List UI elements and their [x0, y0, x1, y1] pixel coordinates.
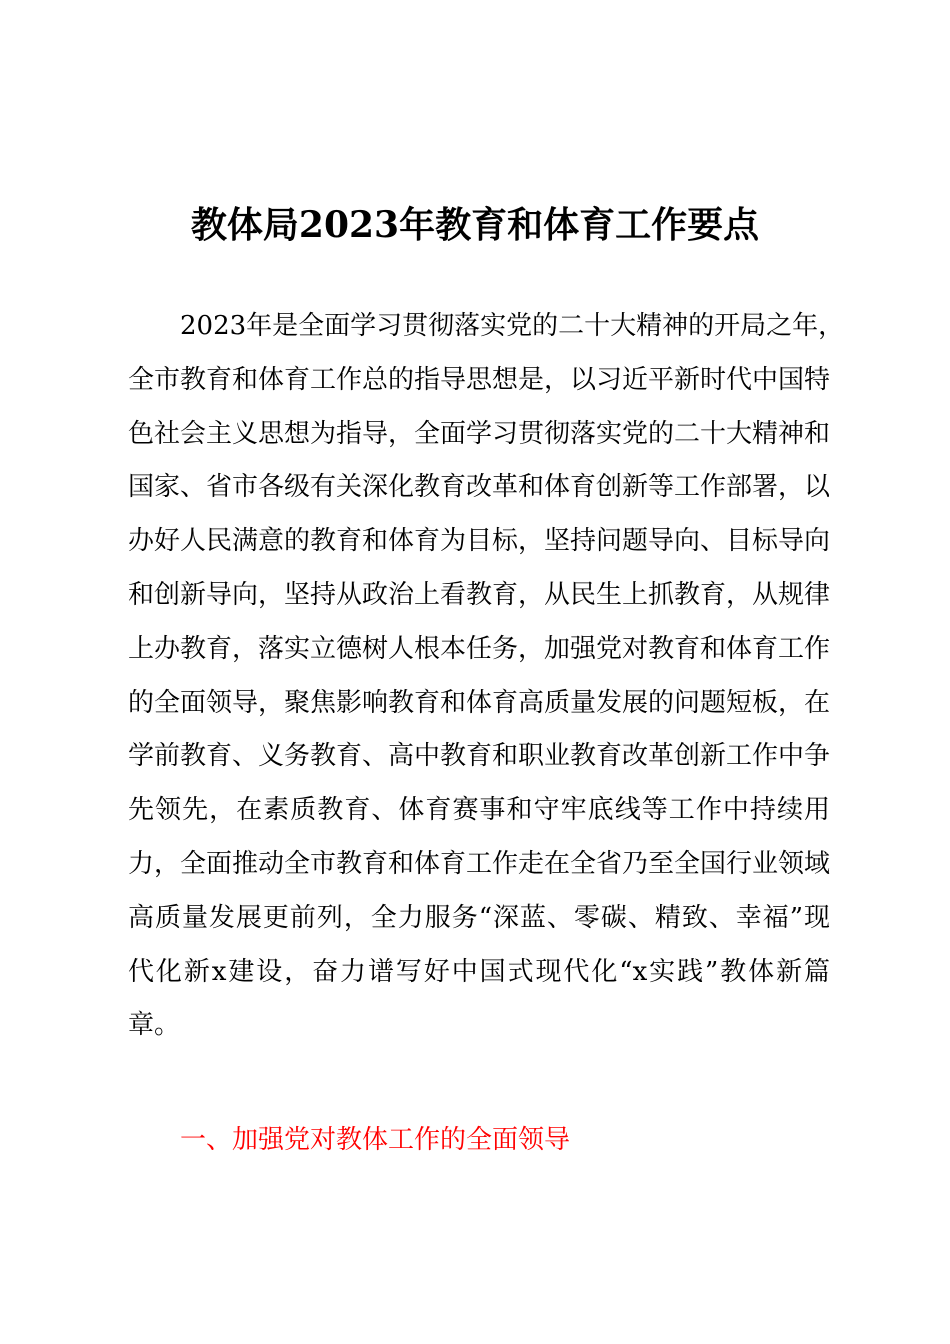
paragraph-line: 2023年是全面学习贯彻落实党的二十大精神的开局之年，: [180, 311, 845, 341]
document-title: 教体局2023年教育和体育工作要点: [190, 204, 760, 246]
paragraph-line: 力，全面推动全市教育和体育工作走在全省乃至全国行业领域: [128, 848, 831, 879]
paragraph-line: 上办教育，落实立德树人根本任务，加强党对教育和体育工作: [128, 633, 831, 664]
paragraph-line: 的全面领导，聚焦影响教育和体育高质量发展的问题短板，在: [128, 687, 831, 718]
paragraph-line: 色社会主义思想为指导，全面学习贯彻落实党的二十大精神和: [128, 418, 831, 449]
paragraph-line: 高质量发展更前列，全力服务“深蓝、零碳、精致、幸福”现: [128, 902, 830, 933]
paragraph-line: 办好人民满意的教育和体育为目标，坚持问题导向、目标导向: [128, 526, 831, 557]
paragraph-line: 和创新导向，坚持从政治上看教育，从民生上抓教育，从规律: [128, 579, 831, 610]
paragraph-line: 先领先，在素质教育、体育赛事和守牢底线等工作中持续用: [128, 795, 830, 826]
paragraph-line: 国家、省市各级有关深化教育改革和体育创新等工作部署，以: [128, 472, 831, 503]
paragraph-line: 全市教育和体育工作总的指导思想是，以习近平新时代中国特: [128, 364, 831, 395]
paragraph-line: 代化新x建设，奋力谱写好中国式现代化“x实践”教体新篇: [128, 956, 830, 987]
intro-paragraph: [128, 300, 845, 1053]
paragraph-line: 学前教育、义务教育、高中教育和职业教育改革创新工作中争: [128, 741, 831, 772]
section-heading: 一、加强党对教体工作的全面领导: [180, 1125, 571, 1155]
paragraph-line: 章。: [128, 1010, 181, 1041]
